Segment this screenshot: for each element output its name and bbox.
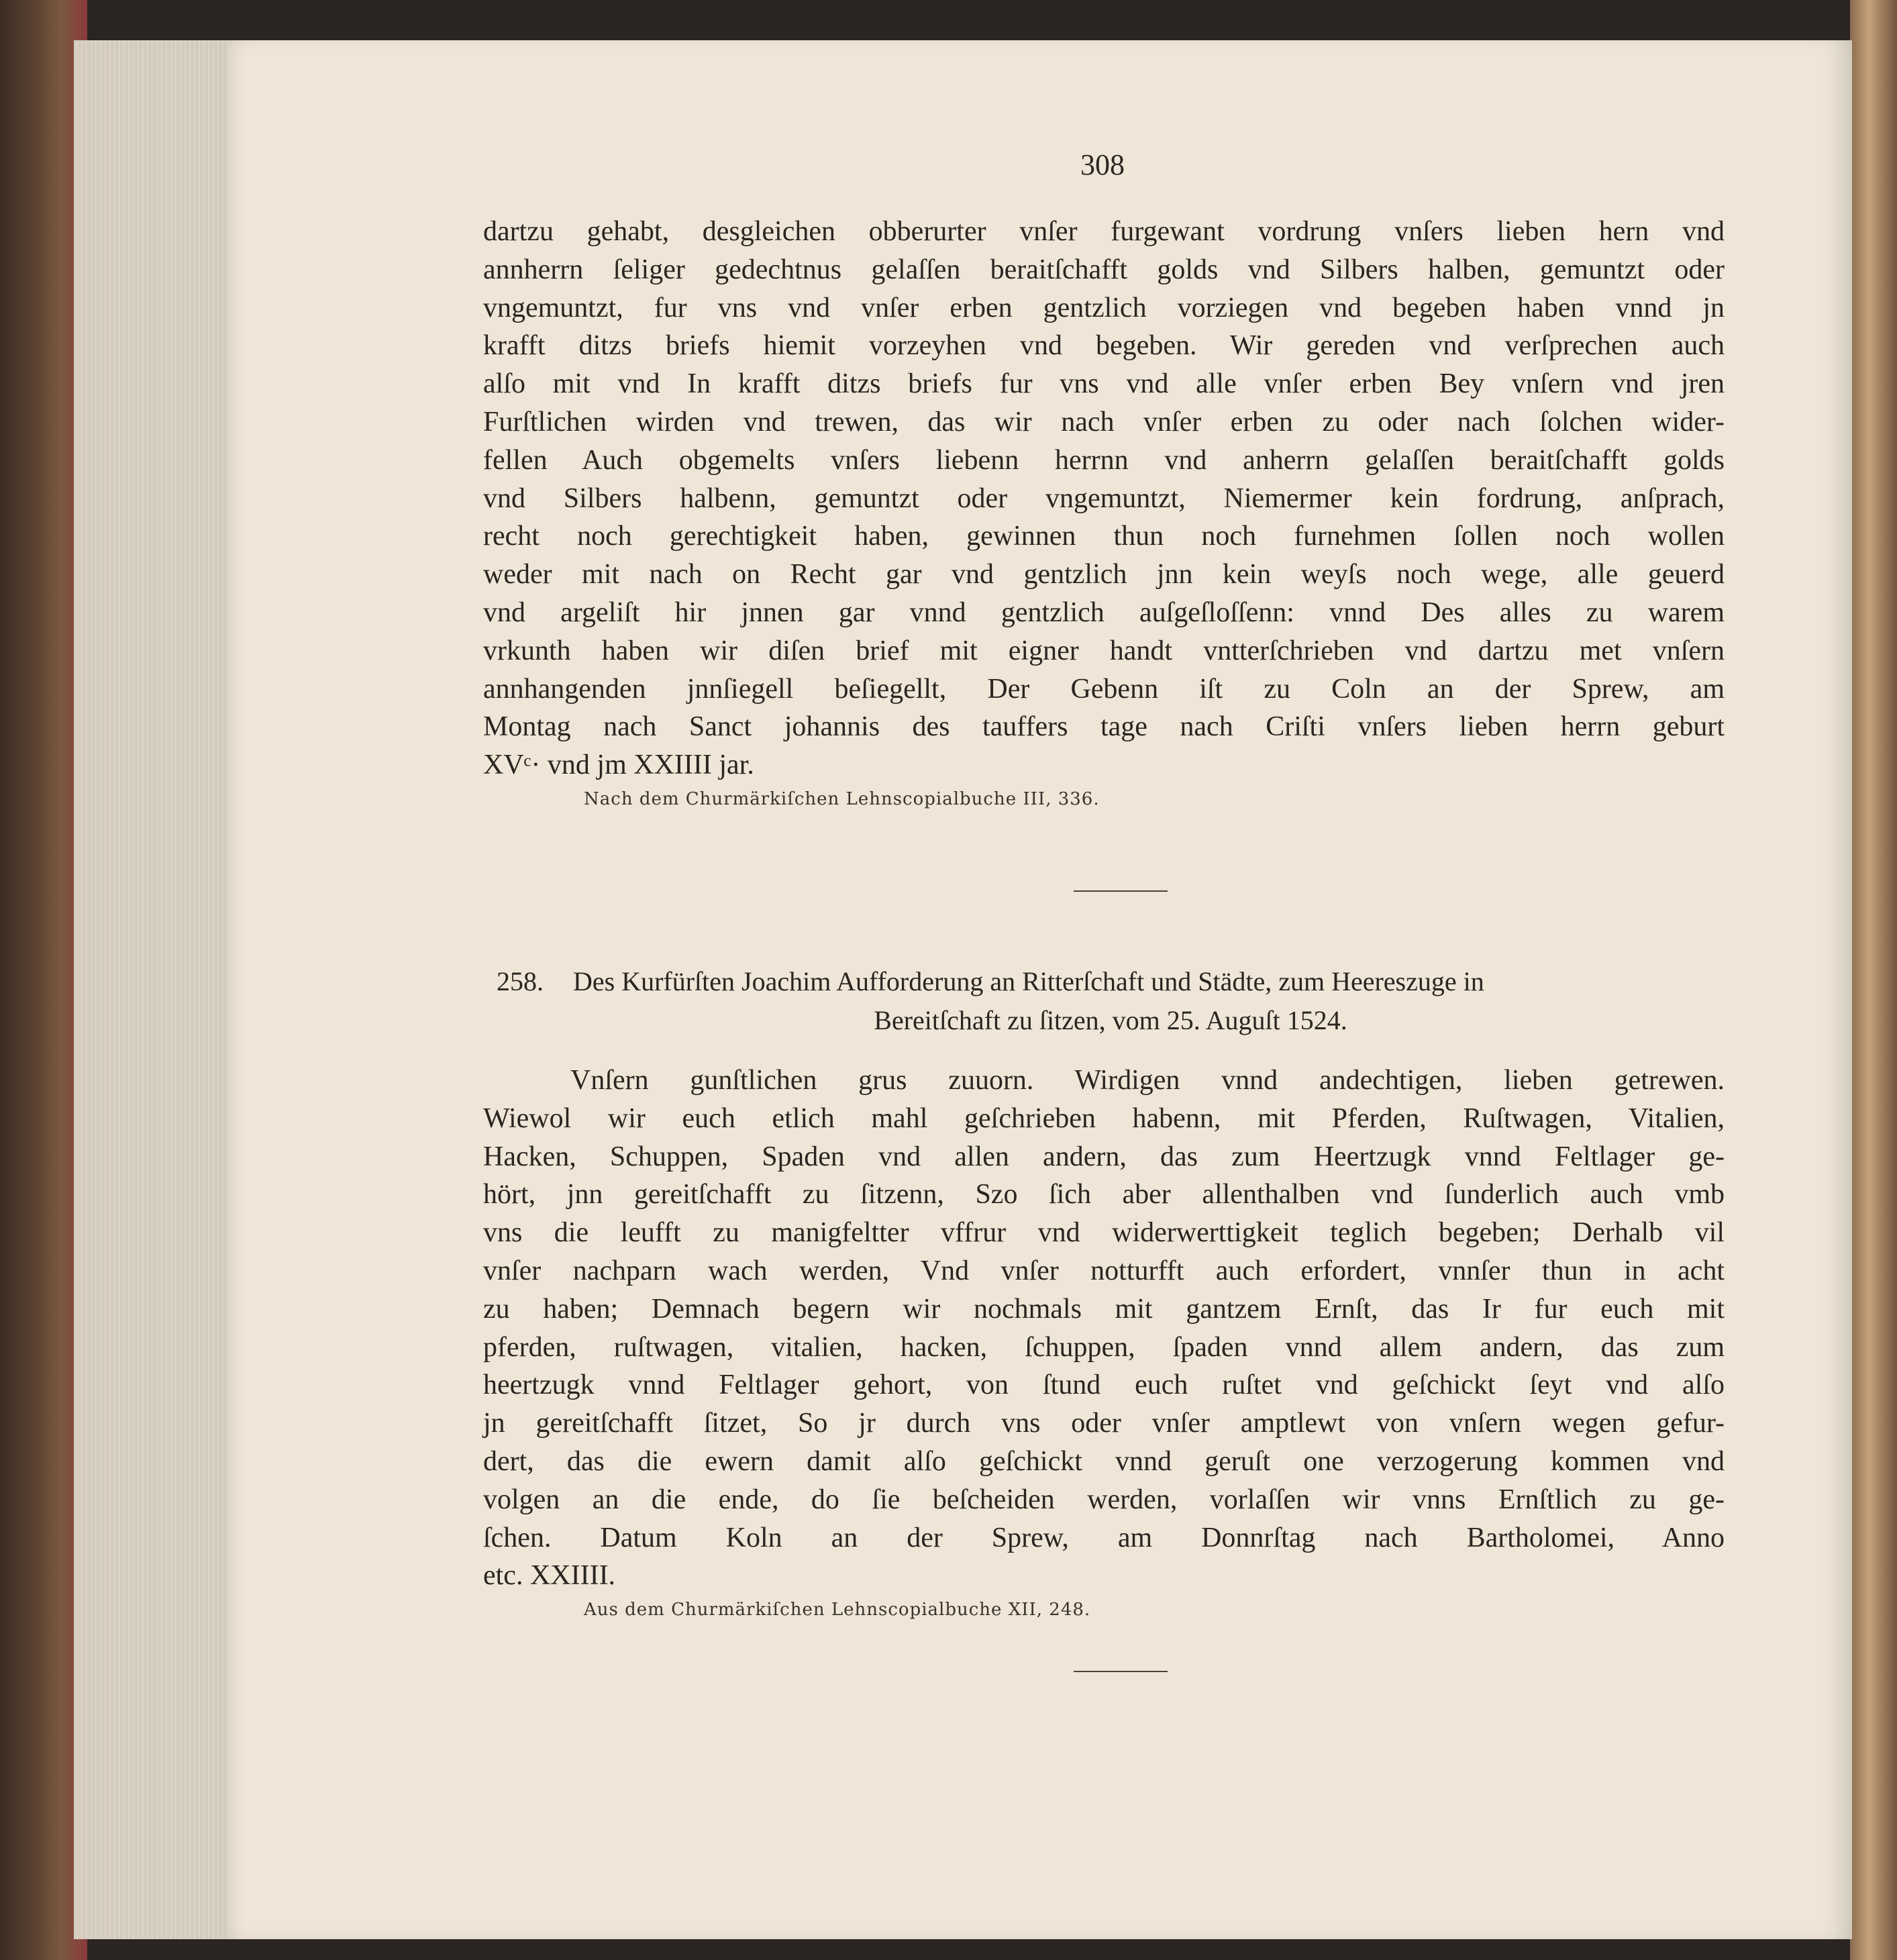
text-line: recht noch gerechtigkeit haben, gewinnen thun noch furnehmen ſollen noch wollen [483, 521, 1725, 552]
text-line: Hacken, Schuppen, Spaden vnd allen andern, das zum Heertzugk vnnd Feltlager ge- [483, 1141, 1725, 1172]
page-edges [74, 40, 235, 1939]
text-line: weder mit nach on Recht gar vnd gentzlich jnn kein weyſs noch wege, alle geuerd [483, 559, 1725, 590]
text-line: ſchen. Datum Koln an der Sprew, am Donnrſtag nach Bartholomei, Anno [483, 1522, 1725, 1553]
text-line: volgen an die ende, do ſie beſcheiden werden, vorlaſſen wir vnns Ernſtlich zu ge- [483, 1484, 1725, 1515]
text-line: jn gereitſchafft ſitzet, So jr durch vns oder vnſer amptlewt von vnſern wegen gefur- [483, 1408, 1725, 1439]
text-line: vrkunth haben wir diſen brief mit eigner handt vntterſchrieben vnd dartzu met vnſern [483, 635, 1725, 666]
section-title-line-1: Des Kurfürſten Joachim Aufforderung an Ritterſchaft und Städte, zum Heereszuge in [573, 966, 1484, 996]
text-line: heertzugk vnnd Feltlager gehort, von ſtund euch ruſtet vnd geſchickt ſeyt vnd alſo [483, 1370, 1725, 1401]
text-line: annherrn ſeliger gedechtnus gelaſſen beraitſchafft golds vnd Silbers halben, gemuntzt oder [483, 254, 1725, 285]
section-heading [497, 962, 1725, 1040]
text-line: vnd Silbers halbenn, gemuntzt oder vngemuntzt, Niemermer kein fordrung, anſprach, [483, 482, 1725, 514]
book-cover-right [1850, 0, 1897, 1960]
text-line: etc. XXIIII. [483, 1560, 616, 1592]
text-line: fellen Auch obgemelts vnſers liebenn herrnn vnd anherrn gelaſſen beraitſchafft golds [483, 444, 1725, 476]
section-divider [1074, 890, 1168, 892]
text-line: Montag nach Sanct johannis des tauffers tage nach Criſti vnſers lieben herrn geburt [483, 711, 1725, 743]
section-number: 258. [497, 966, 544, 996]
text-line: vngemuntzt, fur vns vnd vnſer erben gentzlich vorziegen vnd begeben haben vnnd jn [483, 292, 1725, 323]
text-line: dert, das die ewern damit alſo geſchickt vnnd geruſt one verzogerung kommen vnd [483, 1445, 1725, 1477]
source-note: Nach dem Churmärkiſchen Lehnscopialbuche III, 336. [584, 789, 1100, 809]
text-line: XVᶜ· vnd jm XXIIII jar. [483, 750, 754, 781]
text-line: Wiewol wir euch etlich mahl geſchrieben habenn, mit Pferden, Ruſtwagen, Vitalien, [483, 1102, 1725, 1134]
section-divider [1074, 1671, 1168, 1672]
source-note: Aus dem Churmärkiſchen Lehnscopialbuche XII, 248. [584, 1600, 1091, 1620]
text-line: hört, jnn gereitſchafft zu ſitzenn, Szo ſich aber allenthalben vnd ſunderlich auch vmb [483, 1179, 1725, 1210]
text-line: krafft ditzs briefs hiemit vorzeyhen vnd begeben. Wir gereden vnd verſprechen auch [483, 330, 1725, 362]
document-body-2 [483, 1062, 1725, 1595]
section-title-line-2: Bereitſchaft zu ſitzen, vom 25. Auguſt 1524. [874, 1005, 1347, 1035]
text-line: alſo mit vnd In krafft ditzs briefs fur vns vnd alle vnſer erben Bey vnſern vnd jren [483, 368, 1725, 400]
text-line: Furſtlichen wirden vnd trewen, das wir nach vnſer erben zu oder nach ſolchen wider- [483, 406, 1725, 437]
text-line: Vnſern gunſtlichen grus zuuorn. Wirdigen vnnd andechtigen, lieben getrewen. [570, 1065, 1725, 1096]
text-line: vnd argeliſt hir jnnen gar vnnd gentzlich auſgeſloſſenn: vnnd Des alles zu warem [483, 597, 1725, 628]
text-line: pferden, ruſtwagen, vitalien, hacken, ſchuppen, ſpaden vnnd allem andern, das zum [483, 1331, 1725, 1363]
text-line: dartzu gehabt, desgleichen obberurter vnſer furgewant vordrung vnſers lieben hern vnd [483, 216, 1725, 247]
document-body-1 [483, 213, 1725, 784]
text-line: annhangenden jnnſiegell beſiegellt, Der Gebenn iſt zu Coln an der Sprew, am [483, 673, 1725, 705]
text-line: vns die leufft zu manigfeltter vffrur vnd widerwerttigkeit teglich begeben; Derhalb vil [483, 1217, 1725, 1249]
text-line: zu haben; Demnach begern wir nochmals mit gantzem Ernſt, das Ir fur euch mit [483, 1293, 1725, 1325]
page-number: 308 [1080, 148, 1125, 181]
text-line: vnſer nachparn wach werden, Vnd vnſer notturfft auch erfordert, vnnſer thun in acht [483, 1255, 1725, 1286]
